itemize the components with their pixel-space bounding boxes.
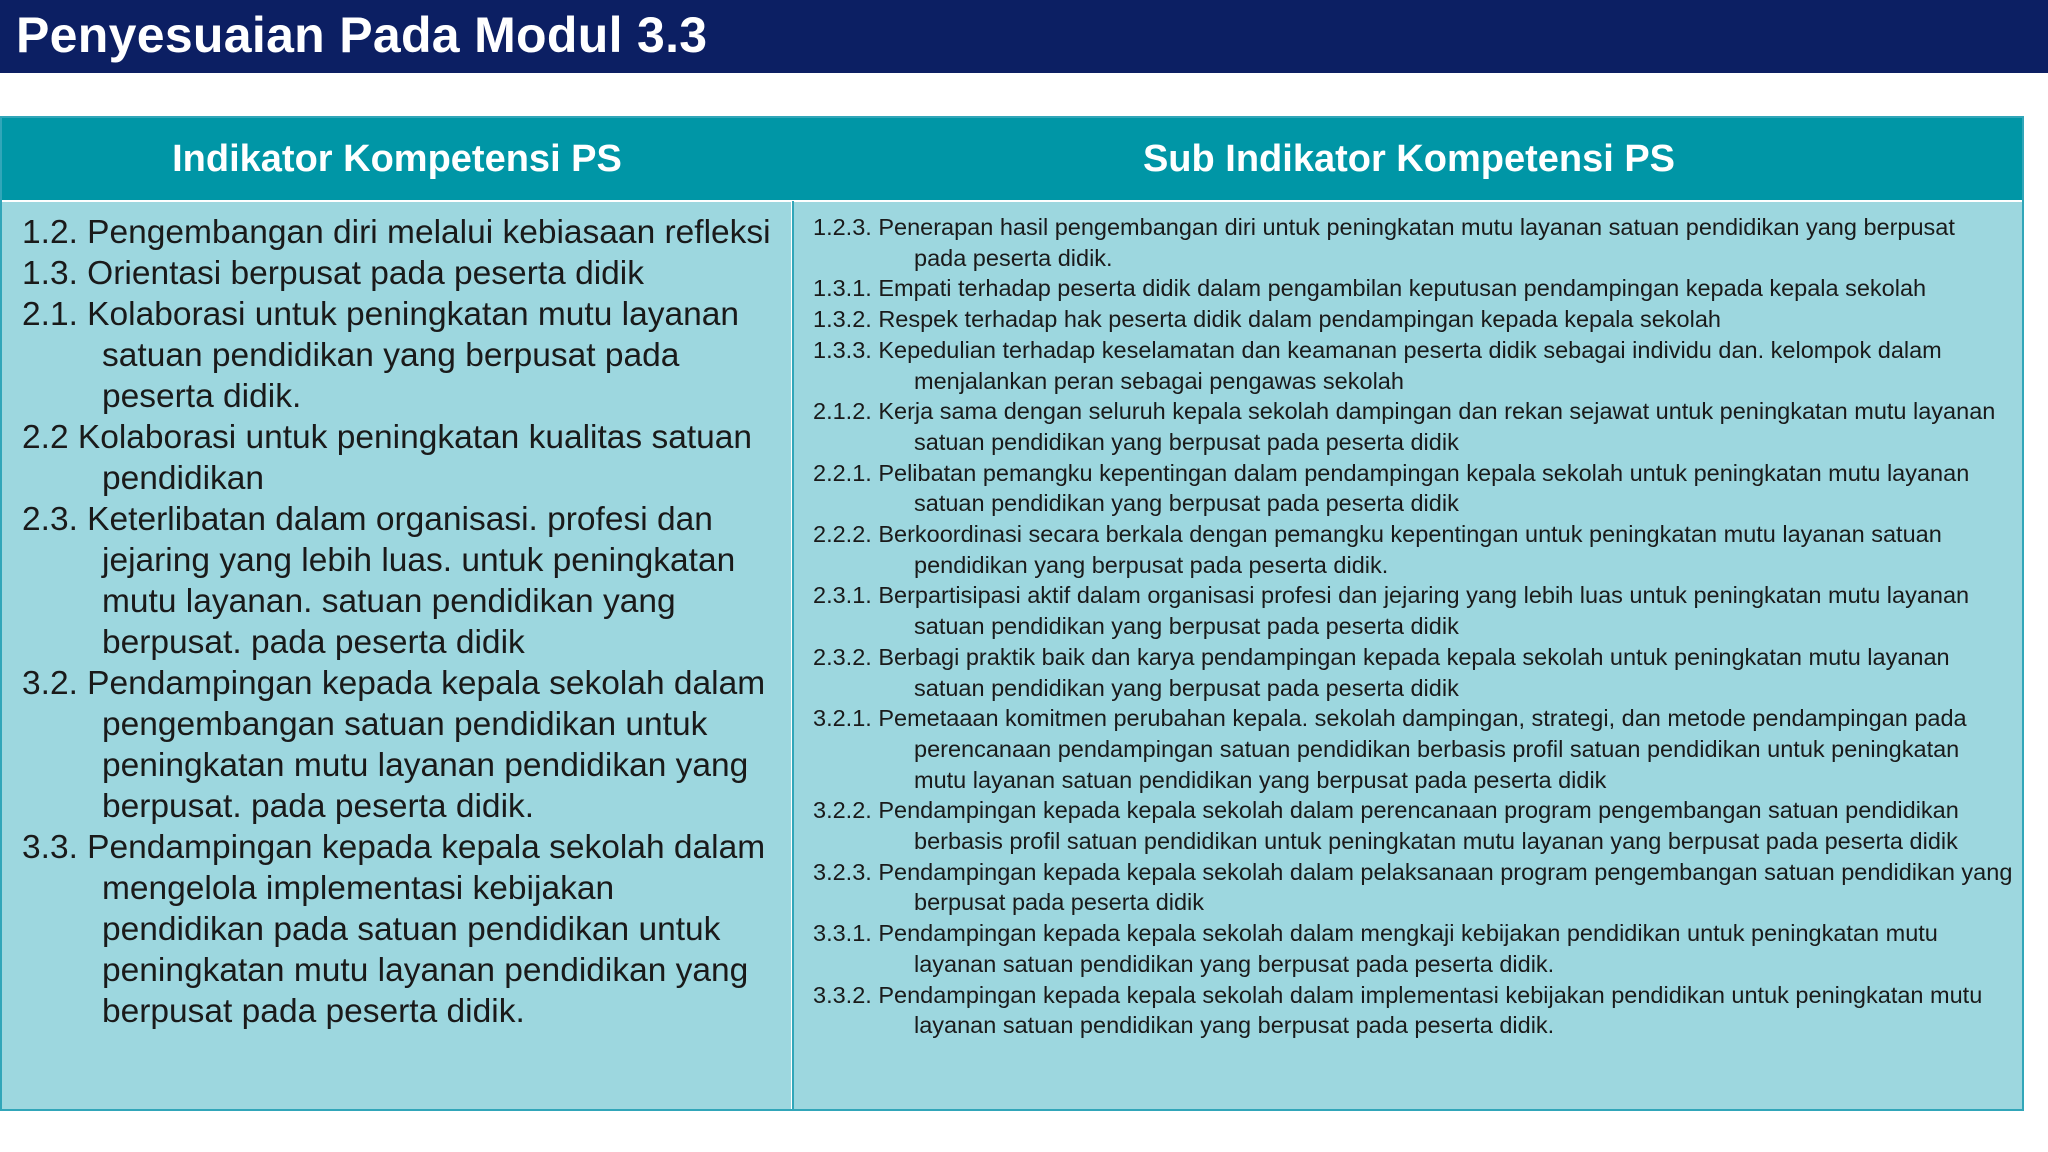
indikator-item: 1.3. Orientasi berpusat pada peserta didik <box>22 255 644 292</box>
sub-indikator-item: 1.3.3. Kepedulian terhadap keselamatan dan keamanan peserta didik sebagai individu dan. kelompok dalam menjalankan peran sebagai pengawas sekolah <box>813 336 1942 394</box>
sub-indikator-item: 3.2.3. Pendampingan kepada kepala sekolah dalam pelaksanaan program pengembangan satuan pendidikan yang berpusat pada peserta didik <box>813 858 2013 916</box>
column-divider <box>791 201 793 1109</box>
indikator-item: 2.1. Kolaborasi untuk peningkatan mutu layanan satuan pendidikan yang berpusat pada peserta didik. <box>22 296 740 415</box>
header-sub-indikator: Sub Indikator Kompetensi PS <box>1142 138 1676 180</box>
indikator-list <box>22 212 782 1032</box>
sub-indikator-item: 2.1.2. Kerja sama dengan seluruh kepala sekolah dampingan dan rekan sejawat untuk peningkatan mutu layanan satuan pendidikan yang berpusat pada peserta didik <box>813 398 1996 455</box>
competency-table <box>0 116 2024 1111</box>
sub-indikator-item: 2.3.1. Berpartisipasi aktif dalam organisasi profesi dan jejaring yang lebih luas untuk peningkatan mutu layanan satuan pendidikan yang berpusat pada peserta didik <box>813 582 1970 640</box>
indikator-item: 2.3. Keterlibatan dalam organisasi. profesi dan jejaring yang lebih luas. untuk peningkatan mutu layanan. satuan pendidikan yang berpusat. pada peserta didik <box>22 501 736 661</box>
indikator-item: 2.2 Kolaborasi untuk peningkatan kualitas satuan pendidikan <box>22 419 753 497</box>
sub-indikator-item: 1.3.1. Empati terhadap peserta didik dalam pengambilan keputusan pendampingan kepada kepala sekolah <box>813 275 1927 302</box>
sub-indikator-item: 3.3.2. Pendampingan kepada kepala sekolah dalam implementasi kebijakan pendidikan untuk peningkatan mutu layanan satuan pendidikan yang berpusat pada peserta didik. <box>813 981 1983 1039</box>
sub-indikator-item: 3.2.2. Pendampingan kepada kepala sekolah dalam perencanaan program pengembangan satuan pendidikan berbasis profil satuan pendidikan untuk peningkatan mutu layanan yang berpusat pada peserta didik <box>813 797 1959 855</box>
sub-indikator-item: 3.3.1. Pendampingan kepada kepala sekolah dalam mengkaji kebijakan pendidikan untuk peningkatan mutu layanan satuan pendidikan yang berpusat pada peserta didik. <box>813 920 1938 977</box>
sub-indikator-item: 2.3.2. Berbagi praktik baik dan karya pendampingan kepada kepala sekolah untuk peningkatan mutu layanan satuan pendidikan yang berpusat pada peserta didik <box>813 643 1950 701</box>
sub-indikator-item: 1.3.2. Respek terhadap hak peserta didik dalam pendampingan kepada kepala sekolah <box>813 306 1721 333</box>
sub-indikator-item: 2.2.1. Pelibatan pemangku kepentingan dalam pendampingan kepala sekolah untuk peningkatan mutu layanan satuan pendidikan yang berpusat pada peserta didik <box>813 459 1970 517</box>
sub-indikator-item: 2.2.2. Berkoordinasi secara berkala dengan pemangku kepentingan untuk peningkatan mutu layanan satuan pendidikan yang berpusat pada peserta didik. <box>813 521 1942 578</box>
header-indikator: Indikator Kompetensi PS <box>172 138 622 180</box>
page-title: Penyesuaian Pada Modul 3.3 <box>16 7 708 63</box>
title-bar <box>0 0 2048 73</box>
sub-indikator-item: 1.2.3. Penerapan hasil pengembangan diri untuk peningkatan mutu layanan satuan pendidikan yang berpusat pada peserta didik. <box>813 214 1955 271</box>
indikator-item: 3.2. Pendampingan kepada kepala sekolah dalam pengembangan satuan pendidikan untuk peningkatan mutu layanan pendidikan yang berpusat. pada peserta didik. <box>22 665 766 825</box>
sub-indikator-list <box>813 212 2013 1041</box>
sub-indikator-item: 3.2.1. Pemetaaan komitmen perubahan kepala. sekolah dampingan, strategi, dan metode pendampingan pada perencanaan pendampingan satuan pendidikan berbasis profil satuan pendidikan untuk peningkatan mutu layanan satuan pendidikan yang berpusat pada peserta didik <box>813 705 1967 793</box>
table-header-row <box>2 118 2022 202</box>
indikator-item: 1.2. Pengembangan diri melalui kebiasaan refleksi <box>22 214 771 251</box>
indikator-item: 3.3. Pendampingan kepada kepala sekolah dalam mengelola implementasi kebijakan pendidikan pada satuan pendidikan untuk peningkatan mutu layanan pendidikan yang berpusat pada peserta didik. <box>22 829 766 1030</box>
